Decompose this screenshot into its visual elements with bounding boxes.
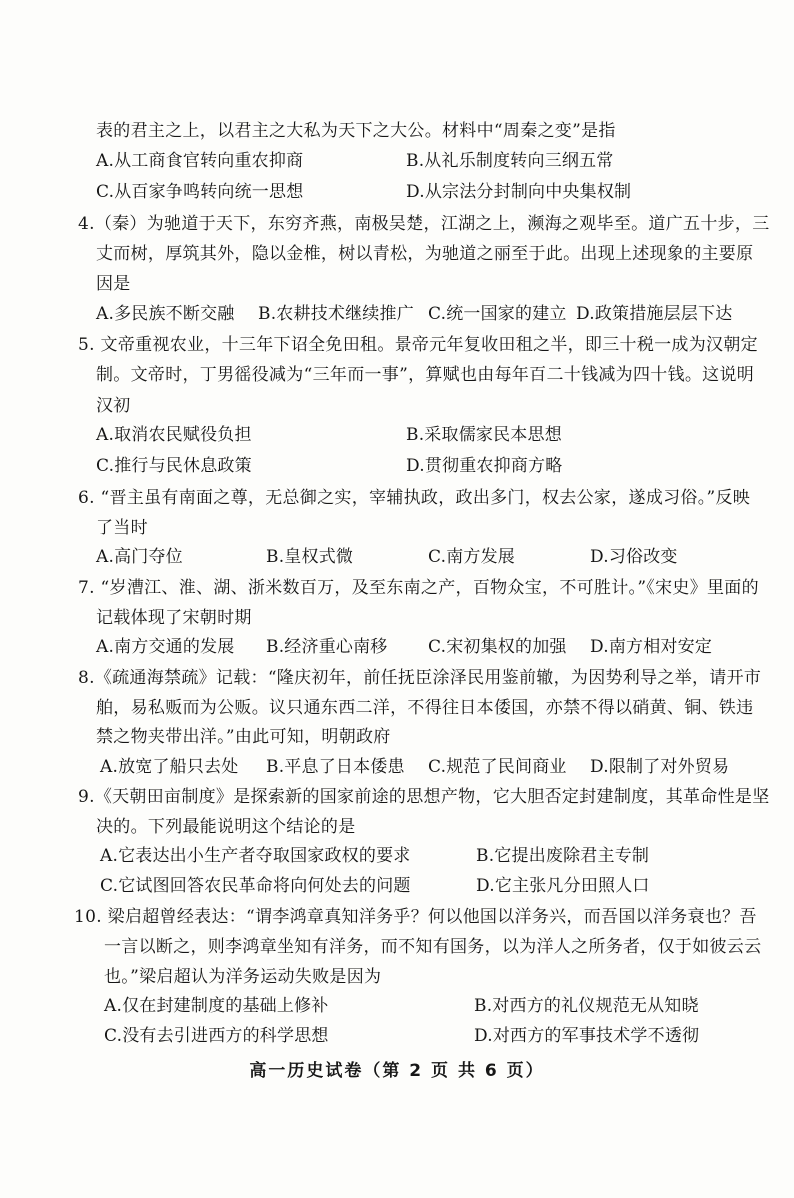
q7-option-a: A.南方交通的发展 [96, 637, 235, 657]
q3-option-c: C.从百家争鸣转向统一思想 [96, 182, 304, 202]
q6-option-d: D.习俗改变 [590, 547, 678, 567]
q9-option-b: B.它提出废除君主专制 [476, 846, 650, 866]
q6-stem-line-2: 了当时 [96, 518, 148, 538]
q5-option-c: C.推行与民休息政策 [96, 456, 252, 476]
q3-option-b: B.从礼乐制度转向三纲五常 [406, 151, 614, 171]
q3-stem-line-1: 表的君主之上，以君主之大私为天下之大公。材料中“周秦之变”是指 [96, 121, 616, 141]
q7-option-c: C.宋初集权的加强 [428, 637, 567, 657]
q7-option-b: B.经济重心南移 [266, 637, 388, 657]
q5-option-d: D.贯彻重农抑商方略 [406, 456, 563, 476]
q9-option-a: A.它表达出小生产者夺取国家政权的要求 [100, 846, 411, 866]
q5-option-a: A.取消农民赋役负担 [96, 425, 252, 445]
q5-stem-line-2: 制。文帝时，丁男徭役减为“三年而一事”，算赋也由每年百二十钱减为四十钱。这说明 [96, 365, 755, 385]
q4-stem-line-3: 因是 [96, 274, 131, 294]
q10-option-a: A.仅在封建制度的基础上修补 [104, 996, 329, 1016]
q8-option-b: B.平息了日本倭患 [266, 757, 405, 777]
q3-option-d: D.从宗法分封制向中央集权制 [406, 182, 632, 202]
q10-stem-line-2: 一言以断之，则李鸿章坐知有洋务，而不知有国务，以为洋人之所务者，仅于如彼云云 [104, 937, 762, 957]
q7-stem-line-2: 记载体现了宋朝时期 [96, 608, 252, 628]
q9-option-c: C.它试图回答农民革命将向何处去的问题 [100, 876, 411, 896]
q9-option-d: D.它主张凡分田照人口 [476, 876, 650, 896]
q10-option-d: D.对西方的军事技术学不透彻 [474, 1026, 700, 1046]
q3-option-a: A.从工商食官转向重农抑商 [96, 151, 304, 171]
q9-stem-line-1: 9.《天朝田亩制度》是探索新的国家前途的思想产物，它大胆否定封建制度，其革命性是坚 [78, 787, 770, 807]
q4-option-b: B.农耕技术继续推广 [258, 304, 414, 324]
q7-stem-line-1: 7. “岁漕江、淮、湖、浙米数百万，及至东南之产，百物众宝，不可胜计。”《宋史》里面的 [78, 578, 759, 598]
q4-stem-line-2: 丈而树，厚筑其外，隐以金椎，树以青松，为驰道之丽至于此。出现上述现象的主要原 [96, 244, 754, 264]
q8-stem-line-1: 8.《疏通海禁疏》记载：“隆庆初年，前任抚臣涂泽民用鉴前辙，为因势利导之举，请开市 [78, 668, 762, 688]
q7-option-d: D.南方相对安定 [590, 637, 713, 657]
q9-stem-line-2: 决的。下列最能说明这个结论的是 [96, 817, 356, 837]
q6-stem-line-1: 6. “晋主虽有南面之尊，无总御之实，宰辅执政，政出多门，权去公家，遂成习俗。”反映 [78, 488, 751, 508]
page-footer: 高一历史试卷（第 2 页 共 6 页） [249, 1061, 545, 1081]
q6-option-c: C.南方发展 [428, 547, 516, 567]
q5-stem-line-1: 5. 文帝重视农业，十三年下诏全免田租。景帝元年复收田租之半，即三十税一成为汉朝定 [78, 335, 758, 355]
q10-option-c: C.没有去引进西方的科学思想 [104, 1026, 329, 1046]
q4-option-d: D.政策措施层层下达 [576, 304, 733, 324]
q10-option-b: B.对西方的礼仪规范无从知晓 [474, 996, 699, 1016]
q4-option-c: C.统一国家的建立 [428, 304, 567, 324]
q6-option-b: B.皇权式微 [266, 547, 354, 567]
q10-stem-line-3: 也。”梁启超认为洋务运动失败是因为 [104, 967, 382, 987]
q6-option-a: A.高门夺位 [96, 547, 183, 567]
q5-stem-line-3: 汉初 [96, 396, 131, 416]
q4-option-a: A.多民族不断交融 [96, 304, 235, 324]
q4-stem-line-1: 4.（秦）为驰道于天下，东穷齐燕，南极吴楚，江湖之上，濒海之观毕至。道广五十步，三 [78, 214, 770, 234]
q8-stem-line-2: 舶，易私贩而为公贩。议只通东西二洋，不得往日本倭国，亦禁不得以硝黄、铜、铁违 [96, 698, 754, 718]
q8-option-d: D.限制了对外贸易 [590, 757, 730, 777]
q10-stem-line-1: 10. 梁启超曾经表达：“谓李鸿章真知洋务乎？何以他国以洋务兴，而吾国以洋务衰也？吾 [74, 907, 757, 927]
q5-option-b: B.采取儒家民本思想 [406, 425, 562, 445]
q8-option-c: C.规范了民间商业 [428, 757, 567, 777]
q8-option-a: A.放宽了船只去处 [100, 757, 239, 777]
q8-stem-line-3: 禁之物夹带出洋。”由此可知，明朝政府 [96, 727, 391, 747]
